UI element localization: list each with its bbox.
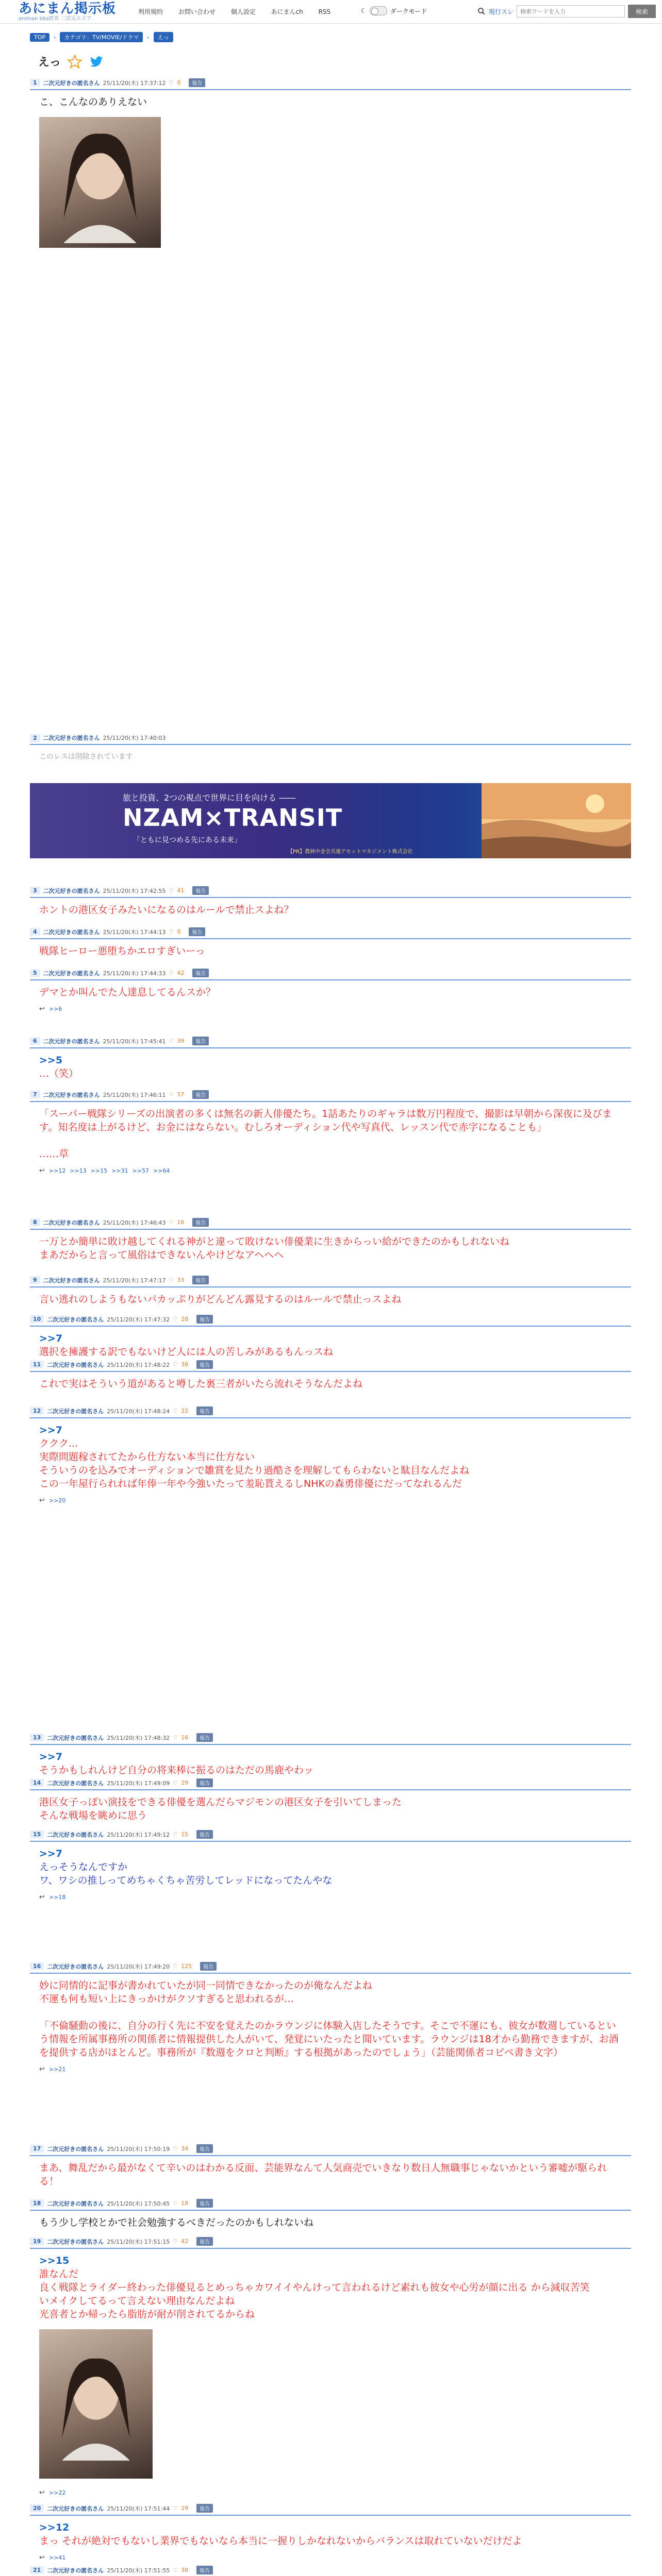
- post-number[interactable]: 2: [30, 734, 40, 742]
- reply-icon: ↩: [39, 1497, 45, 1504]
- post-time: 25/11/20(木) 17:48:24: [107, 1408, 170, 1415]
- logo-text: あにまん掲示板: [19, 1, 117, 16]
- post-body: [30, 898, 631, 919]
- report-button[interactable]: 報告: [200, 1962, 217, 1971]
- poster-name: 二次元好きの匿名さん: [47, 1831, 104, 1838]
- report-button[interactable]: 報告: [196, 2237, 213, 2246]
- report-button[interactable]: 報告: [196, 1778, 213, 1787]
- like-count: 39: [177, 1038, 185, 1044]
- reply-link[interactable]: >>31: [111, 1167, 128, 1174]
- ad-banner[interactable]: [30, 783, 631, 858]
- like-icon[interactable]: ♡: [173, 1780, 178, 1786]
- report-button[interactable]: 報告: [192, 1218, 209, 1227]
- like-icon[interactable]: ♡: [169, 1219, 174, 1226]
- reply-link[interactable]: >>20: [48, 1497, 66, 1504]
- like-icon[interactable]: ♡: [173, 2567, 178, 2573]
- person-photo-icon: [39, 2329, 153, 2479]
- post-body: [30, 1102, 631, 1163]
- reply-links: [30, 2485, 631, 2497]
- post-text-line: もう少し学校とかで社会勉強するべきだったのかもしれないね: [39, 2217, 314, 2228]
- like-icon[interactable]: ♡: [169, 1091, 174, 1098]
- post-text-line: こ、こんなのありえない: [39, 96, 147, 108]
- post-text-line: 一万とか簡単に敗け越してくれる神がと違って敗けない俳優業に生きからっい給ができたのかもしれないね: [39, 1236, 510, 1247]
- like-icon[interactable]: ♡: [169, 970, 174, 976]
- report-button[interactable]: 報告: [196, 2199, 213, 2208]
- post-time: 25/11/20(木) 17:49:20: [107, 1963, 170, 1970]
- like-count: 33: [177, 1277, 185, 1283]
- post-text-line: 誰なんだ: [39, 2268, 79, 2280]
- post: [30, 1406, 631, 1504]
- post-number[interactable]: 1: [30, 79, 40, 87]
- poster-name: 二次元好きの匿名さん: [47, 2567, 104, 2574]
- post-body: [30, 1048, 631, 1082]
- like-count: 29: [181, 2505, 189, 2512]
- post-body: [30, 1230, 631, 1264]
- like-icon[interactable]: ♡: [173, 1361, 178, 1368]
- dark-mode-toggle[interactable]: [361, 6, 427, 15]
- logo-subtitle: animan bbs匿名 二次元エリア: [19, 16, 92, 22]
- post-text-line: えっそうなんですか: [39, 1861, 128, 1873]
- post-header: [30, 2504, 631, 2516]
- poster-name: 二次元好きの匿名さん: [43, 735, 100, 741]
- post-header: [30, 1090, 631, 1102]
- reply-link[interactable]: >>18: [48, 1894, 66, 1901]
- search-icon: [477, 7, 486, 15]
- search-button[interactable]: 検索: [628, 5, 656, 18]
- post-time: 25/11/20(木) 17:51:44: [107, 2505, 170, 2512]
- post-text-line: まっ それが絶対でもないし業界でもないなら本当に一握りしかなれないからバランスは取れていないだけだよ: [39, 2535, 522, 2547]
- quote-link[interactable]: >>12: [39, 2522, 70, 2533]
- post-text-line: …（笑）: [39, 1068, 79, 1079]
- like-count: 57: [177, 1091, 185, 1098]
- reply-links: [30, 2550, 631, 2562]
- post-text-line: [39, 1134, 622, 1147]
- reply-icon: ↩: [39, 1893, 45, 1901]
- post-number[interactable]: 3: [30, 887, 40, 894]
- reply-icon: ↩: [39, 2489, 45, 2497]
- post-text-line: 「不倫騒動の後に、自分の行く先に不安を覚えたのかラウンジに体験入店したそうです。そこで不運にも、彼女が数週しているという情報を所属事務所の関係者に情報提供した人がいて、発覚にいたったと聞いています。ラウンジは18才から勤務できますが、お酒を提供する店がほとんど。事務所が『数週をクロと判断』する根拠があったのでしょう」（芸能関係者コピペ書き文字）: [39, 2020, 619, 2058]
- post-header: [30, 2144, 631, 2156]
- post-number[interactable]: 21: [30, 2566, 44, 2574]
- post: [30, 1962, 631, 2073]
- post-body: [30, 1418, 631, 1493]
- post-body: [30, 1287, 631, 1308]
- like-count: 28: [181, 1316, 189, 1323]
- post: [30, 78, 631, 254]
- breadcrumb: [30, 32, 173, 42]
- post-header: [30, 1733, 631, 1745]
- like-count: 16: [177, 1219, 185, 1226]
- report-button[interactable]: 報告: [192, 969, 209, 977]
- nav-contact[interactable]: お問い合わせ: [178, 8, 216, 15]
- search-scope-select[interactable]: 現行スレ: [489, 8, 514, 15]
- reply-link[interactable]: >>6: [48, 1006, 62, 1012]
- post-body: [30, 1372, 631, 1393]
- like-icon[interactable]: ♡: [169, 1038, 174, 1044]
- reply-icon: ↩: [39, 2554, 45, 2562]
- search-input[interactable]: [517, 5, 625, 18]
- dark-mode-label: ダークモード: [390, 7, 427, 15]
- poster-name: 二次元好きの匿名さん: [43, 79, 100, 87]
- post-image[interactable]: [39, 117, 161, 248]
- report-button[interactable]: 報告: [196, 2144, 213, 2153]
- post-time: 25/11/20(木) 17:51:55: [107, 2567, 170, 2574]
- post: [30, 1090, 631, 1175]
- like-icon[interactable]: ♡: [169, 1277, 174, 1283]
- like-count: 22: [181, 1408, 189, 1414]
- post-header: [30, 1962, 631, 1974]
- quote-link[interactable]: >>5: [39, 1055, 63, 1066]
- post-header: [30, 1360, 631, 1372]
- reply-icon: ↩: [39, 1005, 45, 1013]
- post: [30, 2144, 631, 2190]
- post-number[interactable]: 13: [30, 1734, 44, 1741]
- quote-link[interactable]: >>7: [39, 1425, 63, 1436]
- thread-title-row: [38, 54, 104, 70]
- like-icon[interactable]: ♡: [173, 2200, 178, 2207]
- report-button[interactable]: 報告: [196, 2566, 213, 2574]
- post-time: 25/11/20(木) 17:44:13: [103, 928, 166, 936]
- post: [30, 1315, 631, 1361]
- ad-title: NZAM×TRANSIT: [123, 804, 343, 832]
- post-header: [30, 1276, 631, 1287]
- poster-name: 二次元好きの匿名さん: [43, 1219, 100, 1226]
- post-number[interactable]: 7: [30, 1091, 40, 1098]
- quote-link[interactable]: >>7: [39, 1751, 63, 1762]
- like-icon[interactable]: ♡: [173, 1831, 178, 1838]
- post-image[interactable]: [39, 2329, 153, 2479]
- poster-name: 二次元好きの匿名さん: [47, 2238, 104, 2245]
- post-time: 25/11/20(木) 17:48:32: [107, 1734, 170, 1741]
- nav-animanch[interactable]: あにまんch: [271, 8, 303, 15]
- like-count: 125: [181, 1963, 192, 1970]
- report-button[interactable]: 報告: [196, 1360, 213, 1369]
- poster-name: 二次元好きの匿名さん: [47, 1408, 104, 1415]
- post-body: [30, 980, 631, 1001]
- breadcrumb-separator: ›: [147, 33, 150, 41]
- post: [30, 1276, 631, 1308]
- poster-name: 二次元好きの匿名さん: [47, 2145, 104, 2153]
- post-time: 25/11/20(木) 17:44:33: [103, 970, 166, 977]
- poster-name: 二次元好きの匿名さん: [43, 1091, 100, 1098]
- poster-name: 二次元好きの匿名さん: [47, 1780, 104, 1787]
- post-text-line: 言い逃れのしようもないパカッぷりがどんどん露見するのはルールで禁止っスよね: [39, 1294, 402, 1305]
- report-button[interactable]: 報告: [189, 78, 205, 87]
- post-text-line: そういうのを込みでオーディションで雛賞を見たり過酷さを理解してもらわないと駄目なんだよね: [39, 1465, 470, 1476]
- ad-tagline: 旅と投資、2つの視点で世界に目を向ける ――: [123, 793, 296, 803]
- reply-link[interactable]: >>22: [48, 2489, 66, 2496]
- breadcrumb-thread[interactable]: えっ: [154, 32, 173, 42]
- post-number[interactable]: 16: [30, 1962, 44, 1970]
- reply-links: [30, 1889, 631, 1901]
- like-count: 0: [177, 928, 181, 935]
- post-body: [30, 1745, 631, 1779]
- like-count: 18: [181, 2200, 189, 2207]
- post-header: [30, 78, 631, 90]
- like-count: 42: [181, 2238, 189, 2245]
- post-time: 25/11/20(木) 17:46:43: [103, 1219, 166, 1226]
- post-header: [30, 2566, 631, 2576]
- post-text-line: ホントの港区女子みたいになるのはルールで禁止スよね？: [39, 904, 294, 916]
- like-count: 34: [181, 2145, 189, 2152]
- post-text-line: この一年屋行られれば年俸一年や今強いたって羞恥貰えるしNHKの森勇俳優にだってなれるんだ: [39, 1478, 462, 1489]
- twitter-icon[interactable]: [89, 54, 104, 70]
- report-button[interactable]: 報告: [196, 1733, 213, 1742]
- post: [30, 2237, 631, 2497]
- poster-name: 二次元好きの匿名さん: [47, 2200, 104, 2207]
- post-body: [30, 939, 631, 960]
- toggle-switch[interactable]: [370, 6, 387, 15]
- post: [30, 1733, 631, 1779]
- post-time: 25/11/20(木) 17:40:03: [103, 735, 166, 741]
- reply-links: [30, 1163, 631, 1175]
- report-button[interactable]: 報告: [196, 1315, 213, 1324]
- post-header: [30, 1830, 631, 1842]
- nav-settings[interactable]: 個人設定: [230, 8, 256, 15]
- post-time: 25/11/20(木) 17:49:12: [107, 1831, 170, 1838]
- post-body: [30, 2211, 631, 2231]
- post-header: [30, 1218, 631, 1230]
- poster-name: 二次元好きの匿名さん: [47, 1361, 104, 1368]
- post-number[interactable]: 19: [30, 2238, 44, 2245]
- reply-link[interactable]: >>57: [132, 1167, 150, 1174]
- poster-name: 二次元好きの匿名さん: [43, 1038, 100, 1045]
- poster-name: 二次元好きの匿名さん: [43, 887, 100, 894]
- post-time: 25/11/20(木) 17:50:19: [107, 2145, 170, 2153]
- report-button[interactable]: 報告: [196, 1830, 213, 1839]
- post-number[interactable]: 6: [30, 1037, 40, 1045]
- post-time: 25/11/20(木) 17:48:22: [107, 1361, 170, 1368]
- post-body: [30, 2249, 631, 2323]
- post-body: [30, 90, 631, 111]
- post-body: [30, 1790, 631, 1824]
- reply-links: [30, 1001, 631, 1013]
- post-body: [30, 1842, 631, 1889]
- like-count: 16: [181, 1734, 189, 1741]
- quote-link[interactable]: >>7: [39, 1333, 63, 1344]
- report-button[interactable]: 報告: [192, 1090, 209, 1099]
- report-button[interactable]: 報告: [189, 927, 205, 936]
- post-header: [30, 886, 631, 898]
- nav-rss[interactable]: RSS: [318, 8, 331, 15]
- post-time: 25/11/20(木) 17:47:32: [107, 1316, 170, 1323]
- post-text-line: ワ、ワシの推しってめちゃくちゃ苦労してレッドになってたんやな: [39, 1875, 333, 1886]
- reply-icon: ↩: [39, 2065, 45, 2073]
- poster-name: 二次元好きの匿名さん: [47, 2505, 104, 2512]
- post-text-line: そんな戦場を眺めに思う: [39, 1810, 147, 1821]
- post-body: [30, 1327, 631, 1361]
- post-body: [30, 1974, 631, 2061]
- post-text-line: デマとか叫んでた人達息してるんスか？: [39, 987, 216, 998]
- site-header: [0, 0, 662, 24]
- post-text-line: ククク...: [39, 1438, 78, 1449]
- post-header: [30, 927, 631, 939]
- post-text-line: まあ、舞乱だから最がなくて辛いのはわかる反面、芸能界なんて人気商売でいきなり数日人無職事じゃないかという審嘘が駆られる！: [39, 2162, 607, 2187]
- reply-links: [30, 2061, 631, 2073]
- post: [30, 969, 631, 1013]
- post-time: 25/11/20(木) 17:49:09: [107, 1780, 170, 1787]
- like-icon[interactable]: ♡: [173, 2145, 178, 2152]
- like-icon[interactable]: ♡: [173, 1734, 178, 1741]
- poster-name: 二次元好きの匿名さん: [43, 970, 100, 977]
- post: [30, 1778, 631, 1824]
- post: [30, 927, 631, 960]
- post: [30, 2199, 631, 2231]
- post-text-line: 実際問題稼されてたから仕方ない本当に仕方ない: [39, 1451, 255, 1463]
- post-text-line: 妙に同情的に記事が書かれていたが同一同情できなかったのが俺なんだよね: [39, 1980, 373, 1991]
- post-header: [30, 734, 631, 745]
- like-count: 38: [181, 2567, 189, 2573]
- ad-landscape-image: [482, 783, 631, 858]
- reply-link[interactable]: >>15: [90, 1167, 108, 1174]
- like-icon[interactable]: ♡: [169, 79, 174, 86]
- like-count: 0: [177, 79, 181, 86]
- post-text-line: まあだからと言って風俗はできないんやけどなアヘヘヘ: [39, 1249, 284, 1261]
- report-button[interactable]: 報告: [192, 1276, 209, 1284]
- post-number[interactable]: 14: [30, 1779, 44, 1787]
- like-icon[interactable]: ♡: [173, 1316, 178, 1323]
- post-text-line: そうかもしれんけど自分の将来棒に振るのはただの馬鹿やわッ: [39, 1765, 314, 1776]
- like-count: 29: [181, 1780, 189, 1786]
- search-bar: [477, 5, 656, 18]
- post-text-line: 不運も何も短い上にきっかけがクソすぎると思われるが…: [39, 1993, 294, 2005]
- post-text-line: いメイクしてるって言えない理由なんだよね: [39, 2295, 235, 2307]
- post: [30, 2566, 631, 2576]
- reply-icon: ↩: [39, 1167, 45, 1175]
- post-number[interactable]: 9: [30, 1276, 40, 1284]
- post-number[interactable]: 12: [30, 1407, 44, 1415]
- poster-name: 二次元好きの匿名さん: [47, 1316, 104, 1323]
- post: [30, 1037, 631, 1082]
- post-number[interactable]: 20: [30, 2504, 44, 2512]
- post-time: 25/11/20(木) 17:47:17: [103, 1277, 166, 1284]
- post-text-line: 選択を擁護する訳でもないけど人には人の苦しみがあるもんっスね: [39, 1346, 334, 1358]
- breadcrumb-separator: ›: [54, 33, 56, 41]
- moon-icon: ☾: [361, 7, 367, 14]
- nav-terms[interactable]: 利用規約: [138, 8, 163, 15]
- report-button[interactable]: 報告: [196, 1406, 213, 1415]
- like-count: 42: [177, 970, 185, 976]
- post-header: [30, 1778, 631, 1790]
- reply-link[interactable]: >>21: [48, 2066, 66, 2073]
- report-button[interactable]: 報告: [196, 2504, 213, 2513]
- ad-credit: 【PR】農林中金全共連アセットマネジメント株式会社: [288, 849, 413, 855]
- post: [30, 2504, 631, 2562]
- post-number[interactable]: 17: [30, 2145, 44, 2153]
- page-title: えっ: [38, 56, 61, 69]
- post-number[interactable]: 15: [30, 1831, 44, 1838]
- like-count: 15: [181, 1831, 189, 1838]
- like-icon[interactable]: ♡: [173, 1963, 178, 1970]
- post-body: [30, 2156, 631, 2190]
- post-text-line: このレスは削除されています: [39, 753, 133, 761]
- quote-link[interactable]: >>7: [39, 1848, 63, 1859]
- poster-name: 二次元好きの匿名さん: [47, 1963, 104, 1970]
- poster-name: 二次元好きの匿名さん: [43, 1277, 100, 1284]
- like-icon[interactable]: ♡: [173, 2238, 178, 2245]
- person-photo-icon: [39, 117, 161, 248]
- like-icon[interactable]: ♡: [169, 928, 174, 935]
- post-text-line: これで実はそういう道があると噂した裏三者がいたら流れそうなんだよね: [39, 1378, 363, 1389]
- post: [30, 734, 631, 766]
- reply-links: [30, 1493, 631, 1504]
- like-icon[interactable]: ♡: [169, 887, 174, 894]
- breadcrumb-top[interactable]: TOP: [30, 33, 49, 42]
- post-header: [30, 2199, 631, 2211]
- post-header: [30, 969, 631, 980]
- post-header: [30, 1406, 631, 1418]
- post-header: [30, 1315, 631, 1327]
- like-count: 41: [177, 887, 185, 894]
- breadcrumb-category[interactable]: カテゴリ：TV/MOVIE/ドラマ: [60, 32, 143, 42]
- post-body: [30, 2516, 631, 2550]
- reply-link[interactable]: >>64: [153, 1167, 170, 1174]
- report-button[interactable]: 報告: [192, 1037, 209, 1045]
- like-icon[interactable]: ♡: [173, 2505, 178, 2512]
- post-time: 25/11/20(木) 17:51:15: [107, 2238, 170, 2245]
- post-number[interactable]: 10: [30, 1315, 44, 1323]
- post-text-line: 戦隊ヒーロー悪堕ちかエロすぎいーっ: [39, 945, 205, 957]
- post-text-line: 良く戦隊とライダー終わった俳優見るとめっちゃカワイイやんけって言われるけど素れも彼女や心労が顔に出る から減収苦笑: [39, 2282, 590, 2293]
- reply-link[interactable]: >>41: [48, 2554, 66, 2561]
- ad-subtitle: 「ともに見つめる先にある未来」: [133, 836, 241, 844]
- post-header: [30, 1037, 631, 1048]
- post-time: 25/11/20(木) 17:45:41: [103, 1038, 166, 1045]
- reply-link[interactable]: >>12: [48, 1167, 66, 1174]
- post-text-line: 「スーパー戦隊シリーズの出演者の多くは無名の新人俳優たち。1話あたりのギャラは数万円程度で、撮影は早朝から深夜に及びます。知名度は上がるけど、お金にはならない。むしろオーディション代や写真代、レッスン代で赤字になることも」: [39, 1108, 612, 1133]
- post-body: [30, 745, 631, 766]
- top-nav: [138, 7, 344, 16]
- post-time: 25/11/20(木) 17:37:12: [103, 79, 166, 87]
- post: [30, 1218, 631, 1264]
- poster-name: 二次元好きの匿名さん: [47, 1734, 104, 1741]
- report-button[interactable]: 報告: [192, 886, 209, 895]
- post-number[interactable]: 8: [30, 1218, 40, 1226]
- post-text-line: [39, 2006, 622, 2019]
- post-header: [30, 2237, 631, 2249]
- star-icon[interactable]: [67, 54, 82, 70]
- post-number[interactable]: 18: [30, 2199, 44, 2207]
- post-text-line: 港区女子っぽい演技をできる俳優を選んだらマジモンの港区女子を引いてしまった: [39, 1797, 402, 1808]
- post-text-line: 光喜者とか帰ったら脂肪が耐が削されてるからね: [39, 2309, 255, 2320]
- reply-link[interactable]: >>13: [70, 1167, 87, 1174]
- quote-link[interactable]: >>15: [39, 2255, 70, 2266]
- post-time: 25/11/20(木) 17:50:45: [107, 2200, 170, 2207]
- site-logo[interactable]: [19, 2, 116, 22]
- post: [30, 1360, 631, 1393]
- post-number[interactable]: 4: [30, 928, 40, 936]
- post-number[interactable]: 5: [30, 969, 40, 977]
- post-time: 25/11/20(木) 17:42:55: [103, 887, 166, 894]
- post-time: 25/11/20(木) 17:46:11: [103, 1091, 166, 1098]
- post-text-line: ……草: [39, 1148, 69, 1160]
- post-number[interactable]: 11: [30, 1361, 44, 1368]
- like-count: 38: [181, 1361, 189, 1368]
- poster-name: 二次元好きの匿名さん: [43, 928, 100, 936]
- post: [30, 886, 631, 919]
- post: [30, 1830, 631, 1901]
- like-icon[interactable]: ♡: [173, 1408, 178, 1414]
